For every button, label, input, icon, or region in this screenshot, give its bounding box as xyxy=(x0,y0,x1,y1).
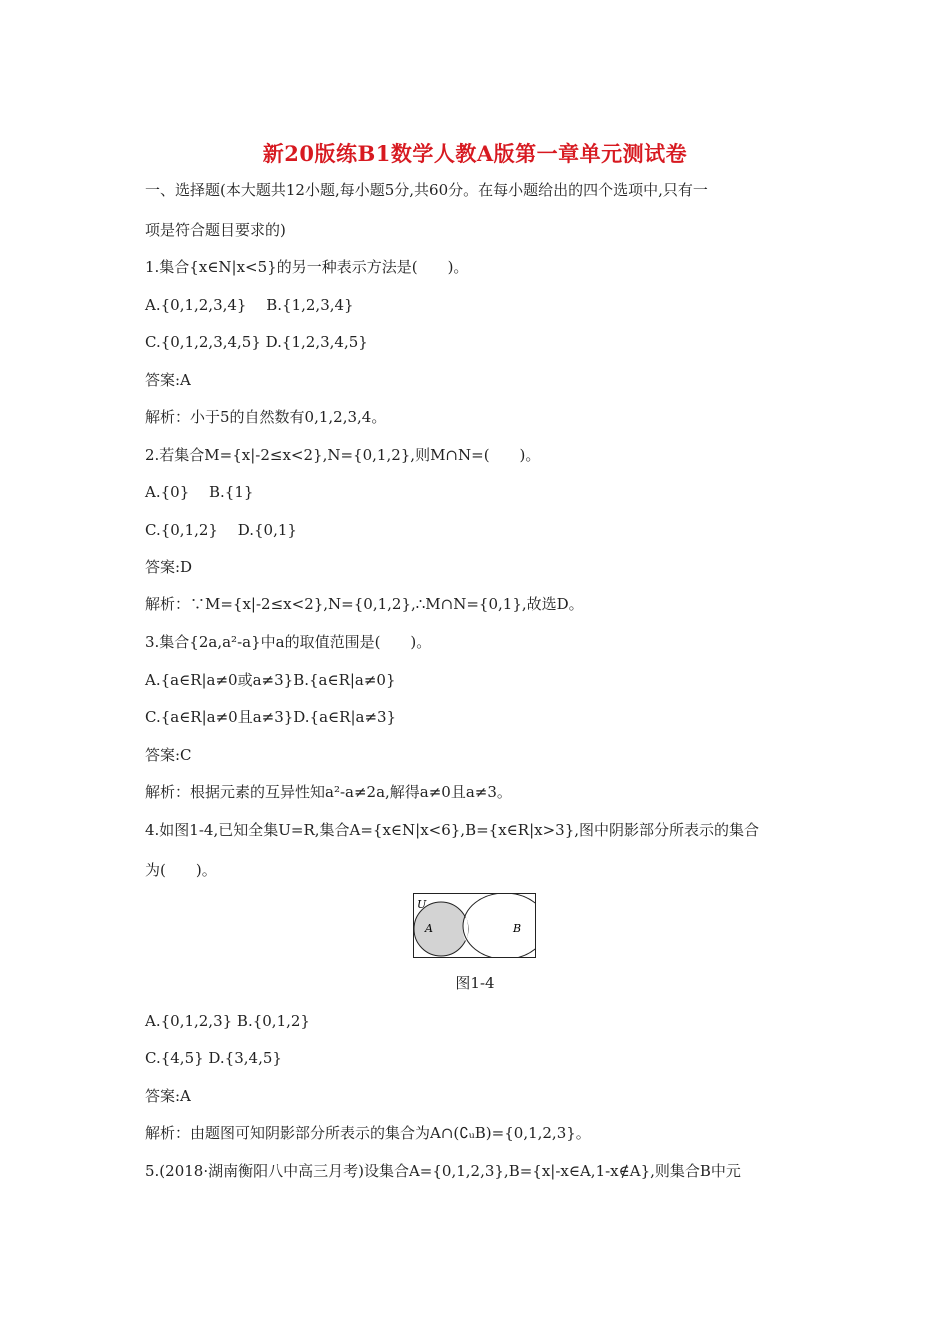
q3-options-cd: C.{a∈R|a≠0且a≠3}D.{a∈R|a≠3} xyxy=(145,708,397,726)
q1-analysis: 解析：小于5的自然数有0,1,2,3,4。 xyxy=(145,408,387,426)
q3-analysis: 解析：根据元素的互异性知a²-a≠2a,解得a≠0且a≠3。 xyxy=(145,783,512,801)
q1-answer: 答案:A xyxy=(145,371,191,389)
q3-stem: 3.集合{2a,a²-a}中a的取值范围是( )。 xyxy=(145,633,432,651)
q4-stem-line1: 4.如图1-4,已知全集U=R,集合A={x∈N|x<6},B={x∈R|x>3},图中阴影部分所表示的集合 xyxy=(145,821,760,839)
section-heading-line1: 一、选择题(本大题共12小题,每小题5分,共60分。在每小题给出的四个选项中,只有一 xyxy=(145,181,708,199)
q3-options-ab: A.{a∈R|a≠0或a≠3}B.{a∈R|a≠0} xyxy=(145,671,396,689)
q4-stem-line2: 为( )。 xyxy=(145,861,217,879)
q4-analysis: 解析：由题图可知阴影部分所表示的集合为A∩(∁ᵤB)={0,1,2,3}。 xyxy=(145,1124,591,1142)
q1-options-ab: A.{0,1,2,3,4} B.{1,2,3,4} xyxy=(145,296,354,314)
venn-diagram xyxy=(413,893,536,958)
figure-caption: 图1-4 xyxy=(455,974,495,992)
q4-options-cd: C.{4,5} D.{3,4,5} xyxy=(145,1049,282,1067)
q3-answer: 答案:C xyxy=(145,746,192,764)
q5-stem: 5.(2018·湖南衡阳八中高三月考)设集合A={0,1,2,3},B={x|-x∈A,1-x∉A},则集合B中元 xyxy=(145,1162,741,1180)
q1-stem: 1.集合{x∈N|x<5}的另一种表示方法是( )。 xyxy=(145,258,469,276)
q2-analysis: 解析：∵M={x|-2≤x<2},N={0,1,2},∴M∩N={0,1},故选D。 xyxy=(145,595,584,613)
label-b: B xyxy=(513,922,522,935)
q4-options-ab: A.{0,1,2,3} B.{0,1,2} xyxy=(145,1012,310,1030)
q2-answer: 答案:D xyxy=(145,558,193,576)
q2-options-ab: A.{0} B.{1} xyxy=(145,483,254,501)
q1-options-cd: C.{0,1,2,3,4,5} D.{1,2,3,4,5} xyxy=(145,333,368,351)
label-u: U xyxy=(417,898,427,911)
label-a: A xyxy=(425,922,433,935)
q4-answer: 答案:A xyxy=(145,1087,191,1105)
set-b-ellipse xyxy=(463,893,536,958)
q2-stem: 2.若集合M={x|-2≤x<2},N={0,1,2},则M∩N=( )。 xyxy=(145,446,541,464)
section-heading-line2: 项是符合题目要求的) xyxy=(145,221,286,239)
q2-options-cd: C.{0,1,2} D.{0,1} xyxy=(145,521,297,539)
page-title: 新20版练B1数学人教A版第一章单元测试卷 xyxy=(262,141,688,166)
